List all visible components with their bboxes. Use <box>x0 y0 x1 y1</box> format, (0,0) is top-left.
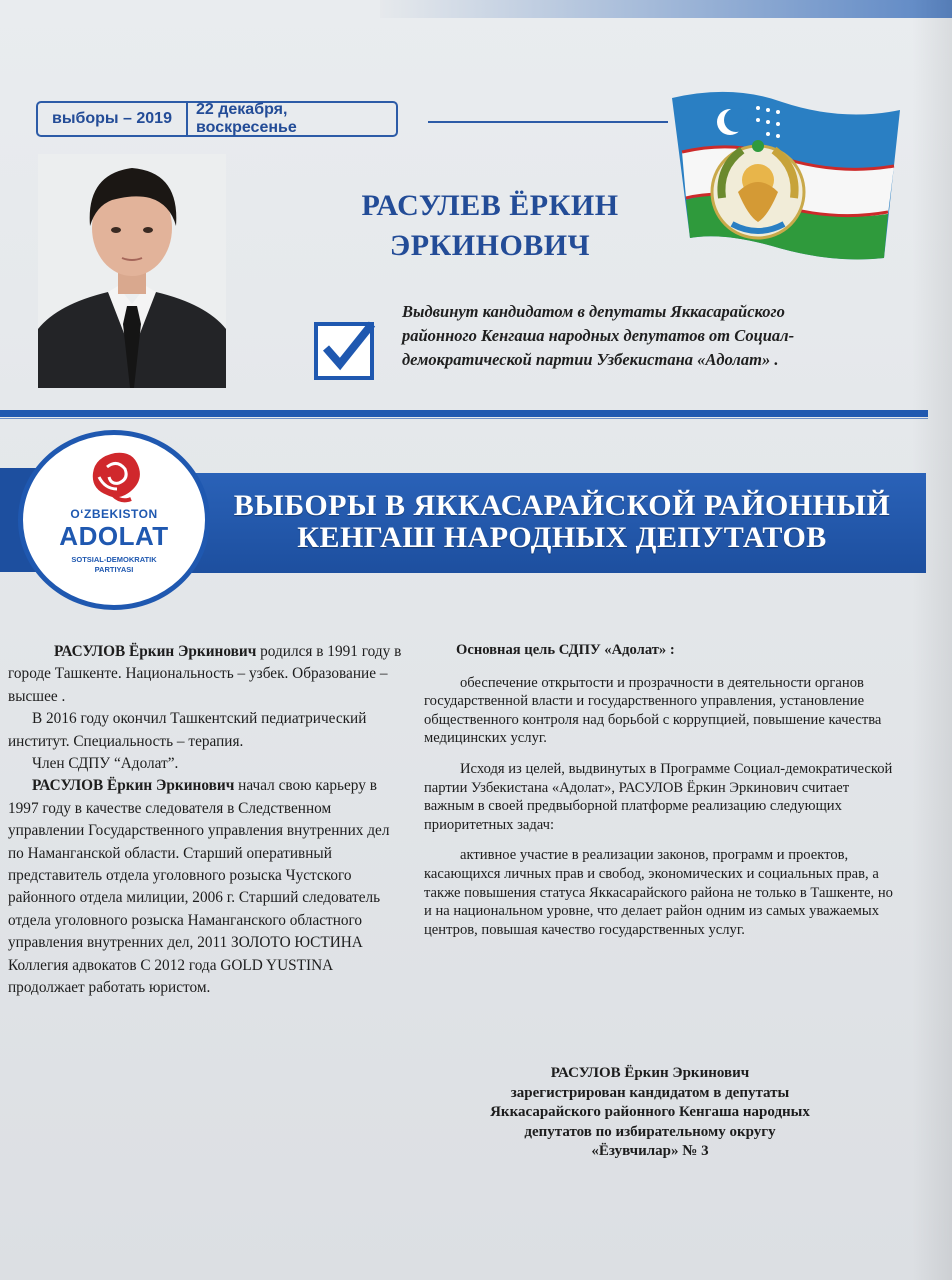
goals-heading: Основная цель СДПУ «Адолат» : <box>456 642 675 658</box>
election-label: выборы – 2019 <box>38 103 188 135</box>
bio-p4-text: начал свою карьеру в 1997 году в качестве следователя в Следственном управлении Государственного управления внутренних дел по Наманганской области. Старший оперативный представитель отдела уголовного розыска Чустского районного отдела милиции, 2006 г. Старший следователь отдела уголовного розыска Наманганского областного управления внутренних дел, 2011 ЗОЛОТО ЮСТИНА Коллегия адвокатов С 2012 года GOLD YUSTINA продолжает работать юристом. <box>8 777 390 997</box>
rose-icon <box>85 449 145 505</box>
uzbekistan-flag-emblem-icon <box>672 88 904 260</box>
banner-title-line2: КЕНГАШ НАРОДНЫХ ДЕПУТАТОВ <box>297 521 827 554</box>
goals-paragraph-2: Исходя из целей, выдвинутых в Программе Социал-демократической партии Узбекистана «Адолат», РАСУЛОВ Ёркин Эркинович считает важным в своей предвыборной платформе реализацию следующих приоритетных задач: <box>424 760 893 833</box>
adolat-party-logo <box>18 430 210 610</box>
bio-paragraph-3: Член СДПУ “Адолат”. <box>32 755 179 773</box>
logo-party-name: ADOLAT <box>59 521 169 551</box>
goals-paragraph-1: обеспечение открытости и прозрачности в деятельности органов государственной власти и государственного управления, установление общественного контроля над борьбой с коррупцией, повышение качества медицинских услуг. <box>424 674 882 747</box>
page-shadow <box>912 0 952 1280</box>
registration-line5: «Ёзувчилар» № 3 <box>591 1143 709 1159</box>
bio-paragraph-2: В 2016 году окончил Ташкентский педиатрический институт. Специальность – терапия. <box>8 710 367 750</box>
candidate-photo <box>38 154 226 388</box>
bio-name-2: РАСУЛОВ Ёркин Эркинович <box>32 777 235 795</box>
section-rule <box>0 410 928 417</box>
checkbox-checked-icon <box>314 318 376 380</box>
logo-subtitle-line1: SOTSIAL-DEMOKRATIK <box>71 555 157 564</box>
bio-paragraph-1 <box>8 641 408 708</box>
registration-note <box>440 1064 860 1162</box>
goals-paragraph-3: активное участие в реализации законов, программ и проектов, касающихся личных прав и свобод, экономических и социальных прав, а также повышения статуса Яккасарайского района не только в Ташкенте, но и на национальном уровне, что делает район одним из самых уважаемых центров, повышая качество государственных услуг. <box>424 847 893 938</box>
bio-name-1: РАСУЛОВ Ёркин Эркинович <box>54 643 257 660</box>
header-divider <box>428 121 668 123</box>
registration-line4: депутатов по избирательному округу <box>524 1123 776 1140</box>
election-date-box <box>36 101 398 137</box>
candidate-name <box>340 186 640 266</box>
nomination-text: Выдвинут кандидатом в депутаты Яккасарайского районного Кенгаша народных депутатов от Социал-демократической партии Узбекистана «Адолат» . <box>402 302 795 369</box>
candidate-name-line2: ЭРКИНОВИЧ <box>389 229 591 262</box>
top-strip <box>380 0 952 18</box>
logo-country: O‘ZBEKISTON <box>70 507 158 521</box>
banner-title <box>212 490 912 554</box>
bio-p1-text: родился в 1991 году в городе Ташкенте. Национальность – узбек. Образование – высшее . <box>8 643 402 705</box>
goals-column <box>424 641 894 939</box>
banner-title-line1: ВЫБОРЫ В ЯККАСАРАЙСКОЙ РАЙОННЫЙ <box>233 489 891 522</box>
registration-line3: Яккасарайского районного Кенгаша народных <box>490 1104 810 1120</box>
bio-paragraph-4 <box>8 775 408 999</box>
election-date: 22 декабря, воскресенье <box>196 101 297 136</box>
registration-line2: зарегистрирован кандидатом в депутаты <box>510 1084 790 1101</box>
biography-column <box>8 641 408 1000</box>
logo-subtitle <box>23 555 205 575</box>
candidate-name-line1: РАСУЛЕВ ЁРКИН <box>361 189 619 222</box>
registration-line1: РАСУЛОВ Ёркин Эркинович <box>550 1065 750 1081</box>
logo-subtitle-line2: PARTIYASI <box>94 565 134 574</box>
section-rule-thin <box>0 418 928 419</box>
